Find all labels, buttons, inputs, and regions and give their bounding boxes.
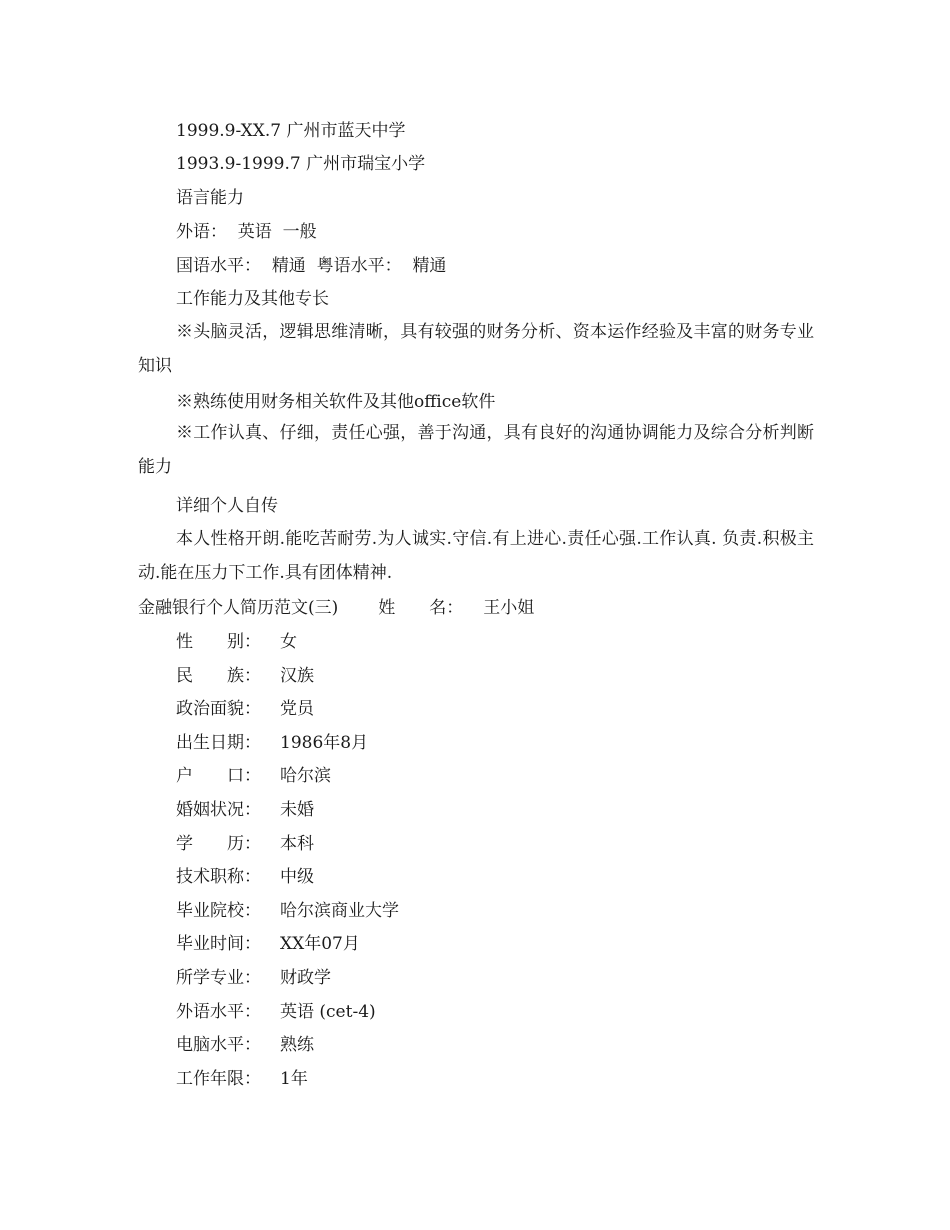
field-label: 毕业时间： (176, 934, 261, 954)
field-value: 中级 (280, 867, 314, 887)
field-label: 电脑水平： (176, 1035, 261, 1055)
field-label: 学 历： (176, 834, 261, 854)
profile-field (176, 799, 314, 821)
resume-title-line (138, 597, 534, 619)
field-label: 政治面貌： (176, 699, 261, 719)
autobiography-text: 本人性格开朗.能吃苦耐劳.为人诚实.守信.有上进心.责任心强.工作认真. 负责.积极主动.能在压力下工作.具有团体精神. (138, 529, 814, 583)
profile-field (176, 967, 331, 989)
profile-field (176, 833, 314, 855)
cantonese-label: 粤语水平： (316, 256, 402, 276)
language-heading: 语言能力 (176, 188, 244, 208)
field-label: 毕业院校： (176, 901, 261, 921)
profile-field (176, 1034, 314, 1056)
field-value: 本科 (280, 834, 314, 854)
profile-field (176, 698, 314, 720)
mandarin-label: 国语水平： (176, 256, 261, 276)
field-value: 汉族 (280, 666, 314, 686)
education-school: 广州市蓝天中学 (286, 121, 406, 141)
skill-item: ※头脑灵活，逻辑思维清晰，具有较强的财务分析、资本运作经验及丰富的财务专业知识 (138, 322, 814, 376)
field-label: 技术职称： (176, 867, 261, 887)
education-entry (176, 153, 425, 175)
field-value: 熟练 (280, 1035, 314, 1055)
cantonese-value: 精通 (412, 256, 447, 276)
profile-field (176, 665, 314, 687)
profile-field (176, 933, 360, 955)
profile-field (176, 900, 399, 922)
dialect-line (176, 255, 446, 277)
education-period: 1999.9-XX.7 (176, 121, 282, 141)
field-value: 财政学 (280, 968, 331, 988)
field-value: 未婚 (280, 800, 314, 820)
profile-field (176, 765, 331, 787)
skill-item: ※工作认真、仔细，责任心强，善于沟通，具有良好的沟通协调能力及综合分析判断能力 (138, 423, 814, 477)
name-label: 姓 名： (378, 598, 464, 618)
field-value: 英语 (cet-4) (280, 1002, 376, 1022)
field-label: 民 族： (176, 666, 261, 686)
profile-field (176, 732, 368, 754)
foreign-language-line: 外语： 英语 一般 (176, 222, 317, 242)
field-label: 工作年限： (176, 1069, 261, 1089)
name-value: 王小姐 (483, 598, 535, 618)
field-label: 所学专业： (176, 968, 261, 988)
education-period: 1993.9-1999.7 (176, 154, 301, 174)
field-label: 出生日期： (176, 733, 261, 753)
profile-field (176, 866, 314, 888)
field-value: 哈尔滨 (280, 766, 331, 786)
field-value: 哈尔滨商业大学 (280, 901, 399, 921)
field-value: 女 (280, 632, 297, 652)
mandarin-value: 精通 (271, 256, 306, 276)
resume-title: 金融银行个人简历范文(三) (138, 598, 339, 618)
autobiography-heading: 详细个人自传 (176, 496, 278, 516)
skills-heading: 工作能力及其他专长 (176, 289, 329, 309)
field-label: 性 别： (176, 632, 261, 652)
profile-field (176, 1001, 376, 1023)
profile-field (176, 1068, 308, 1090)
skill-item: ※熟练使用财务相关软件及其他office软件 (176, 392, 496, 412)
field-value: XX年07月 (280, 934, 360, 954)
field-label: 外语水平： (176, 1002, 261, 1022)
field-value: 1年 (280, 1069, 308, 1089)
education-school: 广州市瑞宝小学 (306, 154, 426, 174)
field-value: 党员 (280, 699, 314, 719)
profile-field (176, 631, 297, 653)
field-label: 户 口： (176, 766, 261, 786)
field-value: 1986年8月 (280, 733, 369, 753)
education-entry (176, 120, 405, 142)
field-label: 婚姻状况： (176, 800, 261, 820)
